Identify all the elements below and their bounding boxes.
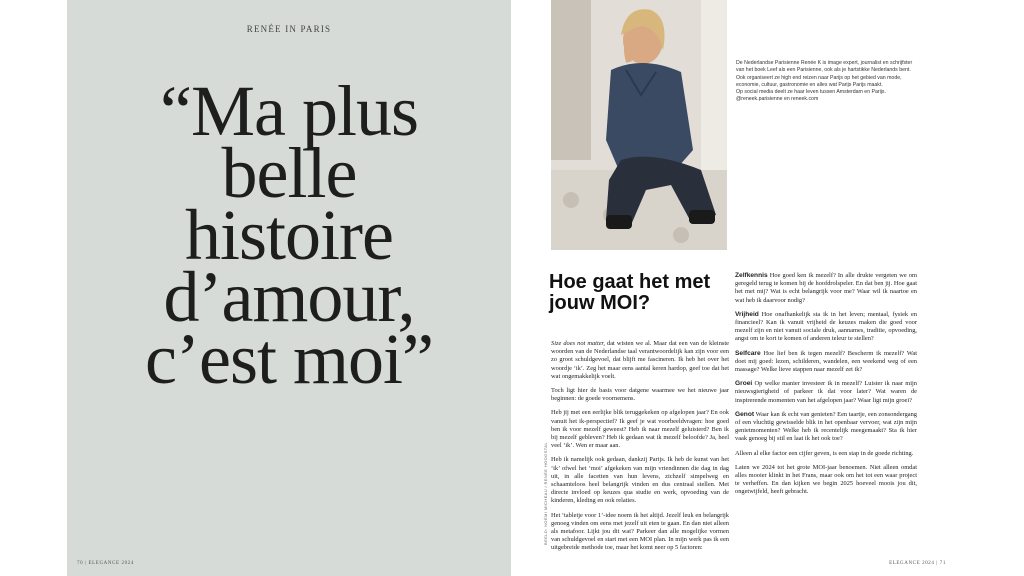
article-title: Hoe gaat het met jouw MOI? bbox=[549, 271, 711, 314]
headline-line: d’amour, bbox=[163, 257, 415, 337]
body-paragraph: Heb ik namelijk ook gedaan, dankzij Parijs. Ik heb de kunst van het ‘ik’ ofwel het ‘moi’ afgekeken van mijn vriendinnen die dag in dag uit, in alle facetten van hun levens, zichzelf simpelweg en schaamteloos heel belangrijk vinden en dus centraal stellen. Met directe invloed op keuzes qua studie en werk, opvoeding van de kinderen, kleding en ook relaties. bbox=[551, 456, 729, 505]
right-page bbox=[511, 0, 1024, 576]
bio-line: Ook organiseert ze high end reizen naar Parijs op het gebied van mode, bbox=[736, 74, 902, 81]
factor-text: Op welke manier investeer ik in mezelf? Luister ik naar mijn nieuwsgierigheid of parkeer ik dat voor later? Wat waren de inspirerende momenten van het afgelopen jaar? Waar ligt mijn groei? bbox=[735, 380, 917, 404]
folio-left: 70 | ELEGANCE 2024 bbox=[77, 561, 134, 566]
body-paragraph: Heb jij met een eerlijke blik teruggekeken op afgelopen jaar? En ook vanuit het ik-perspectief? Ik geef je wat voorbeeldvragen: hoe goed ben ik voor mezelf geweest? Heb ik naar mezelf geluisterd? Ben ik bij mezelf gebleven? Heb ik gedaan wat ik mezelf beloofde? Ja, heel veel ‘ik’. Wen er maar aan. bbox=[551, 409, 729, 450]
bio-line: De Nederlandse Parisienne Renée K is image expert, journalist en schrijfster bbox=[736, 60, 913, 66]
factor-item bbox=[735, 380, 917, 405]
factor-text: Hoe onafhankelijk sta ik in het leven; mentaal, fysiek en financieel? Kan ik vanuit vrijheid de keuzes maken die goed voor mezelf zijn en niet vanuit sociale druk, aannames, traditie, opvoeding, angst om te kort te komen of anderen teleur te stellen? bbox=[735, 310, 917, 343]
section-kicker: RENÉE IN PARIS bbox=[246, 24, 332, 34]
factor-keyword: Selfcare bbox=[735, 349, 761, 357]
closing-paragraph: Laten we 2024 tot het grote MOI-jaar benoemen. Niet alleen omdat alles mooier klinkt in het Frans, maar ook om het tot een waar project te verheffen. En dan kijken we begin 2025 hoeveel moois jou dit, ongetwijfeld, heeft gebracht. bbox=[735, 463, 917, 496]
body-column-1 bbox=[551, 340, 729, 559]
bio-line: van het boek Leef als een Parisienne, ook als je hartstikke Nederlands bent. bbox=[736, 67, 911, 74]
headline-line: c’est moi” bbox=[145, 319, 433, 399]
factor-text: Waar kan ik echt van genieten? Een taartje, een zonsondergang of een vluchtig gewisselde blik in het openbaar vervoer, wat zijn mijn genietmomenten? Welke heb ik recentelijk meegemaakt? Sta ik hier vaak genoeg bij stil en laat ik het ook toe? bbox=[735, 410, 917, 443]
factor-text: Hoe goed ken ik mezelf? In alle drukte vergeten we om geregeld terug te komen bij de hoofdrolspeler. En dat ben jij. Hoe gaat het met mij? Wat is echt belangrijk voor me? Waar wil ik naartoe en wat heb ik daarvoor nodig? bbox=[735, 272, 917, 304]
factor-item bbox=[735, 350, 917, 375]
headline-line: histoire bbox=[185, 195, 393, 275]
left-page bbox=[67, 0, 511, 576]
body-paragraph: Toch ligt hier de basis voor datgene waarmee we het nieuwe jaar beginnen: de goede voornemens. bbox=[551, 387, 729, 403]
factor-item bbox=[735, 411, 917, 444]
factor-keyword: Genot bbox=[735, 410, 755, 418]
bio-line: economie, cultuur, gastronomie en alles wat Parijs Parijs maakt. bbox=[736, 81, 883, 88]
photo-credit: BEELD: NOÉMI MICHEAU / RENÉE HOOGSTAL bbox=[543, 442, 548, 545]
headline bbox=[67, 71, 511, 399]
factor-item bbox=[735, 272, 917, 305]
closing-paragraph: Alleen al elke factor een cijfer geven, is een stap in de goede richting. bbox=[735, 449, 914, 457]
bio-line: @reneek.parisienne en reneek.com bbox=[736, 96, 819, 103]
body-column-2 bbox=[735, 272, 917, 503]
paragraph-text: dat wisten we al. Maar dat een van de kleinste woorden van de Nederlandse taal verantwoordelijk kan zijn voor een zo groot schuldgevoel, dat blijft me fascineren. Ik heb het over het woordje ‘ik’. Zeg het maar eens aantal keren hardop, geef toe dat het wat ongemakkelijk voelt. bbox=[551, 340, 729, 380]
bio-line: Op social media deelt ze haar leven tussen Amsterdam en Parijs. bbox=[736, 89, 886, 96]
author-bio bbox=[736, 60, 976, 104]
headline-line: “Ma plus bbox=[160, 71, 418, 151]
lead-in: Size does not matter, bbox=[551, 340, 605, 347]
factor-item bbox=[735, 311, 917, 344]
body-paragraph bbox=[551, 340, 729, 381]
folio-right: ELEGANCE 2024 | 71 bbox=[889, 561, 946, 566]
factor-keyword: Groei bbox=[735, 380, 753, 388]
portrait-illustration bbox=[551, 0, 727, 250]
factor-keyword: Vrijheid bbox=[735, 310, 759, 318]
factor-text: Hoe lief ben ik tegen mezelf? Bescherm ik mezelf? Wat doet mij goed: lezen, schilderen, wandelen, een weekend weg of een massage? Welke lieve stappen naar mezelf zet ik? bbox=[735, 349, 917, 374]
portrait-photo bbox=[551, 0, 727, 250]
factor-keyword: Zelfkennis bbox=[735, 272, 768, 279]
body-paragraph: Het ‘tabletje voor 1’-idee noem ik het altijd. Jezelf leuk en belangrijk genoeg vinden om eens met jezelf uit eten te gaan. En dan niet alleen als metafoor. Lijkt jou dit wat? Parkeer dan alle mogelijke vormen van schuldgevoel en start met een MOI plan. In mijn werk pas ik een uitgebreide methode toe, maar het komt neer op 5 factoren: bbox=[551, 511, 729, 552]
headline-line: belle bbox=[221, 133, 357, 213]
